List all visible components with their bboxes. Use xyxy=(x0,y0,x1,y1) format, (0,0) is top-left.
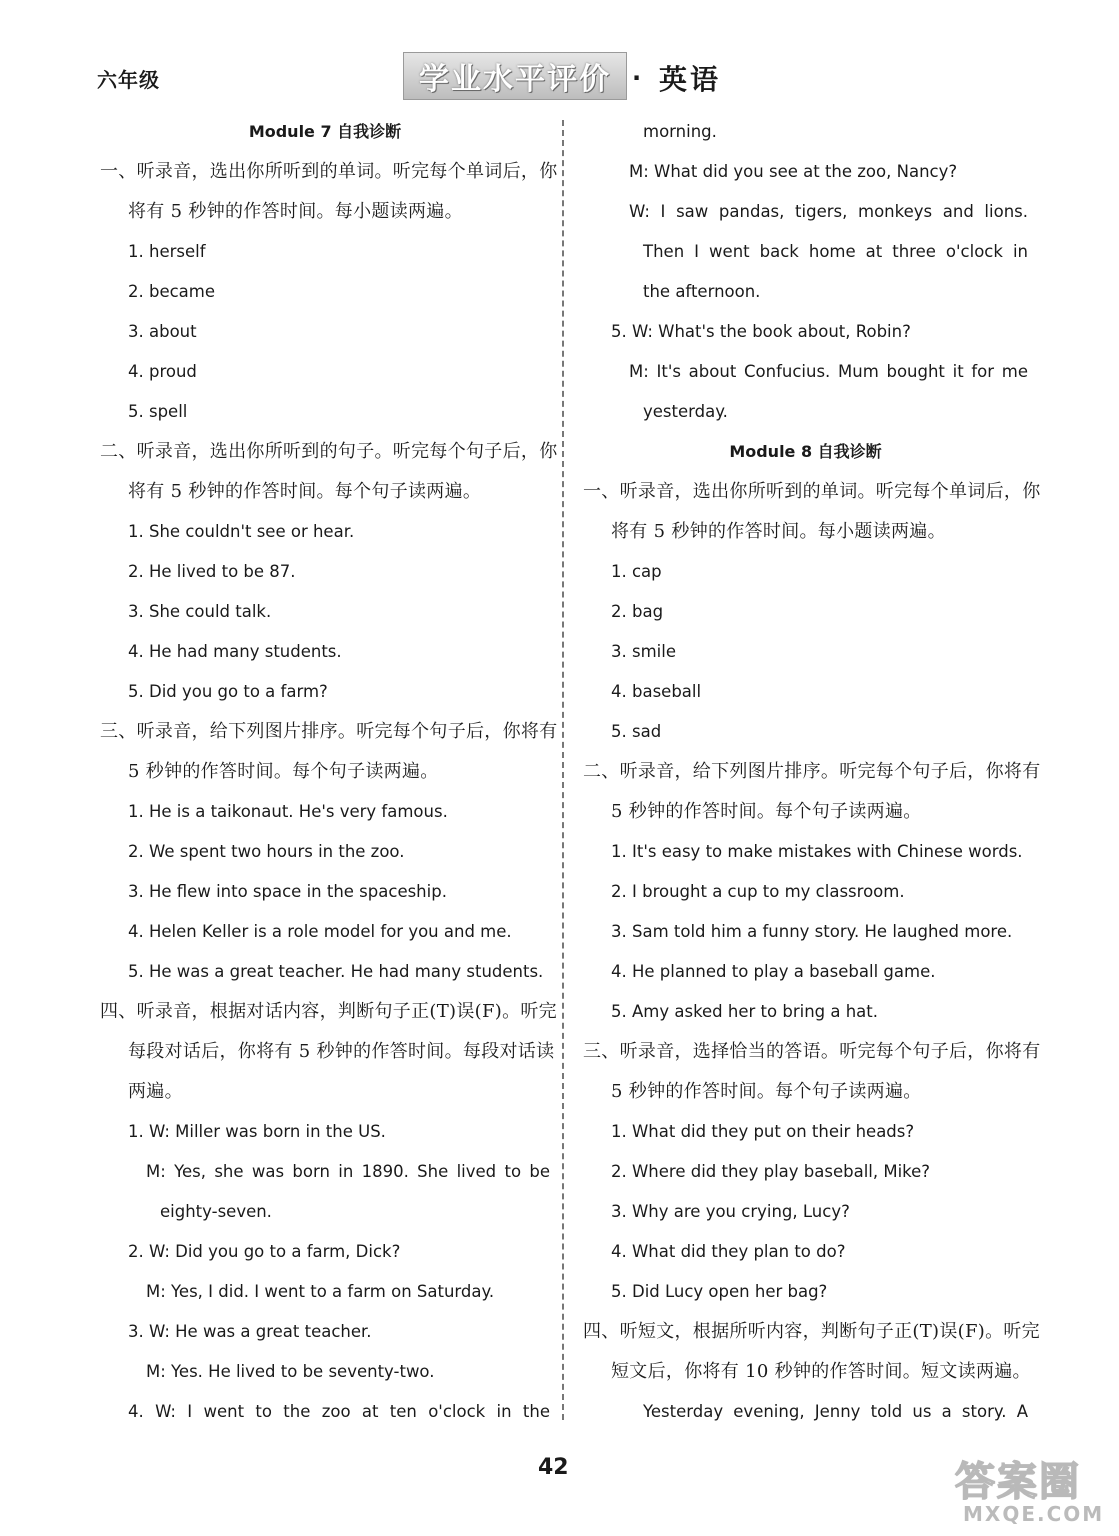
text-line: 5 秒钟的作答时间。每个句子读两遍。 xyxy=(611,801,922,822)
book-title: 学业水平评价 xyxy=(419,62,611,97)
text-line: 将有 5 秒钟的作答时间。每个句子读两遍。 xyxy=(128,481,482,502)
subject-label: 英语 xyxy=(659,63,722,96)
title-separator: · xyxy=(632,64,642,92)
text-line: M: Yes, she was born in 1890. She lived to be xyxy=(146,1162,550,1181)
text-line: 三、听录音，给下列图片排序。听完每个句子后，你将有 xyxy=(100,721,558,742)
text-line: 1. It's easy to make mistakes with Chinese words. xyxy=(611,842,1023,861)
grade-label: 六年级 xyxy=(97,68,160,92)
text-line: 1. She couldn't see or hear. xyxy=(128,522,355,541)
text-line: 2. W: Did you go to a farm, Dick? xyxy=(128,1242,401,1261)
text-line: 将有 5 秒钟的作答时间。每小题读两遍。 xyxy=(128,201,463,222)
text-line: W: I saw pandas, tigers, monkeys and lions. xyxy=(629,202,1028,221)
book-title-banner xyxy=(403,52,627,100)
watermark-logo: 答案圈 xyxy=(955,1458,1081,1505)
text-line: 将有 5 秒钟的作答时间。每小题读两遍。 xyxy=(611,521,946,542)
right-column xyxy=(583,112,1041,1432)
watermark-url: MXQE.COM xyxy=(963,1502,1105,1526)
text-line: 5 秒钟的作答时间。每个句子读两遍。 xyxy=(611,1081,922,1102)
text-line: 一、听录音，选出你所听到的单词。听完每个单词后，你 xyxy=(583,481,1041,502)
text-line: 5. W: What's the book about, Robin? xyxy=(611,322,911,341)
text-line: 一、听录音，选出你所听到的单词。听完每个单词后，你 xyxy=(100,161,558,182)
text-line: 二、听录音，选出你所听到的句子。听完每个句子后，你 xyxy=(100,441,558,462)
text-line: 2. He lived to be 87. xyxy=(128,562,296,581)
text-line: 2. We spent two hours in the zoo. xyxy=(128,842,405,861)
text-line: 1. What did they put on their heads? xyxy=(611,1122,915,1141)
text-line: 2. became xyxy=(128,282,216,301)
text-line: 1. herself xyxy=(128,242,206,261)
text-line: morning. xyxy=(643,122,717,141)
section-heading: Module 7 自我诊断 xyxy=(248,122,402,141)
text-line: 2. bag xyxy=(611,602,664,621)
text-line: 2. I brought a cup to my classroom. xyxy=(611,882,905,901)
text-line: 二、听录音，给下列图片排序。听完每个句子后，你将有 xyxy=(583,761,1041,782)
text-line: M: Yes. He lived to be seventy-two. xyxy=(146,1362,435,1381)
text-line: 两遍。 xyxy=(128,1081,183,1102)
text-line: 3. W: He was a great teacher. xyxy=(128,1322,372,1341)
text-line: eighty-seven. xyxy=(160,1202,272,1221)
text-line: Then I went back home at three o'clock in xyxy=(643,242,1028,261)
text-line: M: Yes, I did. I went to a farm on Saturday. xyxy=(146,1282,495,1301)
text-line: 5 秒钟的作答时间。每个句子读两遍。 xyxy=(128,761,439,782)
text-line: yesterday. xyxy=(643,402,728,421)
section-heading: Module 8 自我诊断 xyxy=(729,442,882,461)
text-line: 1. W: Miller was born in the US. xyxy=(128,1122,386,1141)
text-line: 4. baseball xyxy=(611,682,702,701)
text-line: M: It's about Confucius. Mum bought it for me xyxy=(629,362,1028,381)
left-column xyxy=(100,112,558,1432)
page-number: 42 xyxy=(538,1455,569,1480)
text-line: 3. Sam told him a funny story. He laughed more. xyxy=(611,922,1013,941)
text-line: 5. sad xyxy=(611,722,662,741)
column-divider xyxy=(562,120,564,1420)
text-line: Yesterday evening, Jenny told us a story. A xyxy=(643,1402,1028,1421)
text-line: 4. Helen Keller is a role model for you and me. xyxy=(128,922,512,941)
text-line: 4. proud xyxy=(128,362,197,381)
watermark xyxy=(955,1450,1105,1530)
text-line: 5. Amy asked her to bring a hat. xyxy=(611,1002,879,1021)
text-line: 3. smile xyxy=(611,642,676,661)
text-line: 5. He was a great teacher. He had many students. xyxy=(128,962,544,981)
text-line: 5. spell xyxy=(128,402,188,421)
text-line: 3. He flew into space in the spaceship. xyxy=(128,882,447,901)
text-line: 三、听录音，选择恰当的答语。听完每个句子后，你将有 xyxy=(583,1041,1041,1062)
text-line: 3. about xyxy=(128,322,197,341)
text-line: 4. W: I went to the zoo at ten o'clock in the xyxy=(128,1402,550,1421)
text-line: 4. He planned to play a baseball game. xyxy=(611,962,936,981)
text-line: M: What did you see at the zoo, Nancy? xyxy=(629,162,958,181)
text-line: 四、听录音，根据对话内容，判断句子正(T)误(F)。听完 xyxy=(100,1001,557,1022)
text-line: 4. What did they plan to do? xyxy=(611,1242,846,1261)
text-line: 四、听短文，根据所听内容，判断句子正(T)误(F)。听完 xyxy=(583,1321,1040,1342)
text-line: 5. Did you go to a farm? xyxy=(128,682,328,701)
text-line: 5. Did Lucy open her bag? xyxy=(611,1282,828,1301)
text-line: 短文后，你将有 10 秒钟的作答时间。短文读两遍。 xyxy=(611,1361,1031,1382)
text-line: 4. He had many students. xyxy=(128,642,342,661)
text-line: 3. She could talk. xyxy=(128,602,272,621)
text-line: 2. Where did they play baseball, Mike? xyxy=(611,1162,931,1181)
text-line: the afternoon. xyxy=(643,282,761,301)
text-line: 3. Why are you crying, Lucy? xyxy=(611,1202,850,1221)
text-line: 1. cap xyxy=(611,562,662,581)
text-line: 1. He is a taikonaut. He's very famous. xyxy=(128,802,448,821)
text-line: 每段对话后，你将有 5 秒钟的作答时间。每段对话读 xyxy=(128,1041,555,1062)
